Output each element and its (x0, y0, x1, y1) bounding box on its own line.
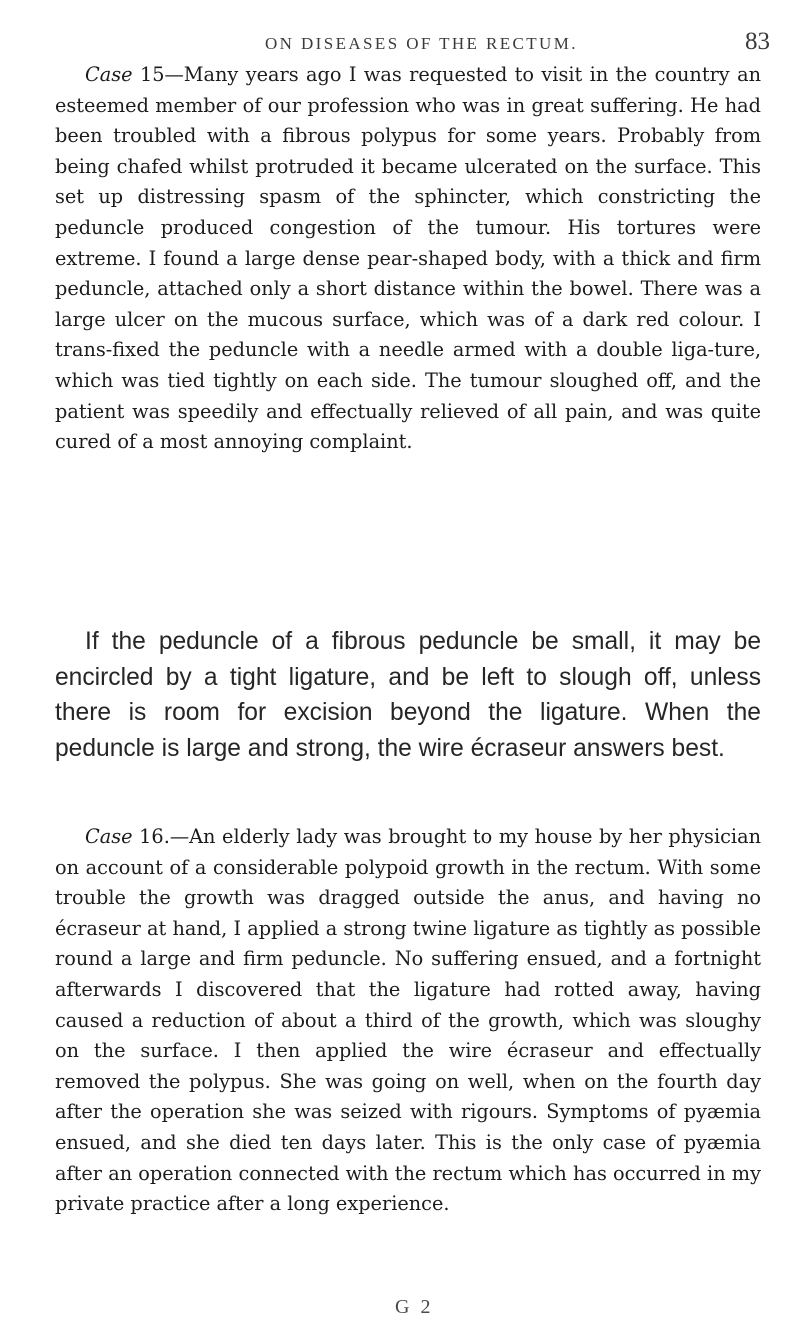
treatment-rule-paragraph: If the peduncle of a fibrous peduncle be small, it may be encircled by a tight ligature, and be left to slough off, unless there is room for excision beyond the ligature. When the peduncle is large and strong, the wire écraseur answers best. (55, 628, 761, 762)
case-15-text: —Many years ago I was requested to visit in the country an esteemed member of our profession who was in great suffering. He had been troubled with a fibrous polypus for some years. Probably from being chafed whilst protruded it became ulcerated on the surface. This set up distressing spasm of the sphincter, which constricting the peduncle produced congestion of the tumour. His tortures were extreme. I found a large dense pear-shaped body, with a thick and firm peduncle, attached only a short distance within the bowel. There was a large ulcer on the mucous surface, which was of a dark red colour. I trans-fixed the peduncle with a needle armed with a double liga-ture, which was tied tightly on each side. The tumour sloughed off, and the patient was speedily and effectually relieved of all pain, and was quite cured of a most annoying complaint. (55, 63, 761, 454)
signature-mark: G 2 (395, 1296, 434, 1318)
running-title: ON DISEASES OF THE RECTUM. (265, 34, 578, 53)
case-label: Case (85, 825, 133, 848)
case-number: 16. (139, 825, 170, 848)
case-number: 15 (139, 63, 165, 86)
running-head (0, 26, 801, 56)
case-16-paragraph (55, 822, 761, 1220)
page-number: 83 (745, 28, 770, 55)
case-label: Case (85, 63, 133, 86)
case-15-paragraph (55, 60, 761, 458)
case-16-text: —An elderly lady was brought to my house by her physician on account of a considerable polypoid growth in the rectum. With some trouble the growth was dragged outside the anus, and having no écraseur at hand, I applied a strong twine ligature as tightly as possible round a large and firm peduncle. No suffering ensued, and a fortnight afterwards I discovered that the ligature had rotted away, having caused a reduction of about a third of the growth, which was sloughy on the surface. I then applied the wire écraseur and effectually removed the polypus. She was going on well, when on the fourth day after the operation she was seized with rigours. Symptoms of pyæmia ensued, and she died ten days later. This is the only case of pyæmia after an operation connected with the rectum which has occurred in my private practice after a long experience. (55, 825, 761, 1216)
